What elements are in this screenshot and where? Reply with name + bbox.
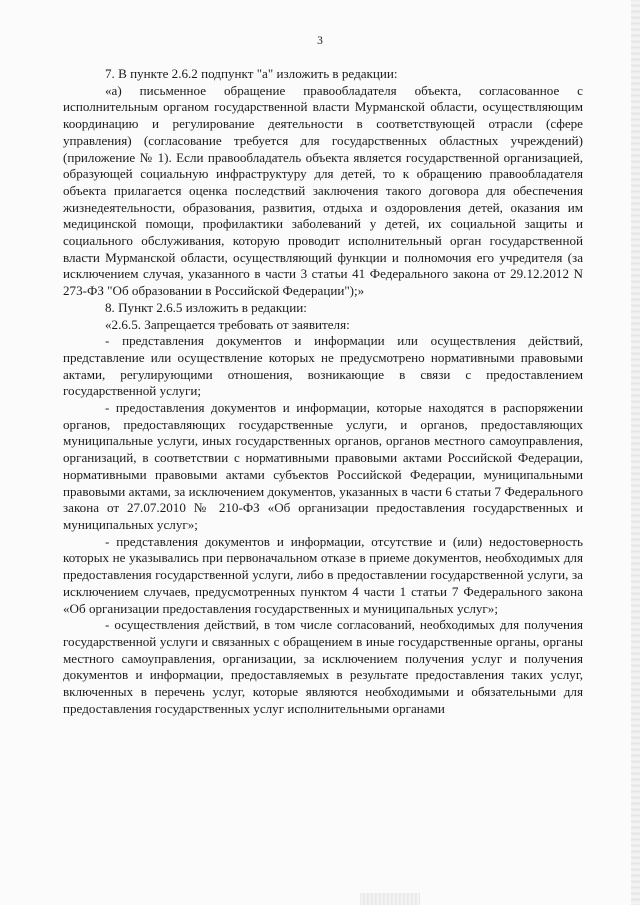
paragraph-subitem-a: «а) письменное обращение правообладателя объекта, согласованное с исполнительным органом государственной власти Мурманской области, осуществляющим координацию и регулирование деятельности в соответствующей отрасли (сфере управления) (согласование требуется для государственных областных учреждений) (приложение № 1). Если правообладатель объекта является государственной организацией, образующей социальную инфраструктуру для детей, то к обращению правообладателя объекта прилагается оценка последствий заключения такого договора для обеспечения жизнедеятельности, образования, развития, отдыха и оздоровления детей, оказания им медицинской помощи, профилактики заболеваний у детей, их социальной защиты и социального обслуживания, которую проводит исполнительный орган государственной власти Мурманской области, осуществляющий функции и полномочия его учредителя (за исключением случая, указанного в части 3 статьи 41 Федерального закона от 29.12.2012 N 273-ФЗ "Об образовании в Российской Федерации");» [63, 82, 583, 299]
paragraph-list-item-4: - осуществления действий, в том числе согласований, необходимых для получения государственной услуги и связанных с обращением в иные государственные органы, органы местного самоуправления, организации, за исключением получения услуг и получения документов и информации, предоставляемых в результате предоставления таких услуг, включенных в перечень услуг, которые являются необходимыми и обязательными для предоставления государственных услуг исполнительными органами [63, 617, 583, 716]
scan-edge-bottom [360, 893, 420, 905]
paragraph-list-item-3: - представления документов и информации, отсутствие и (или) недостоверность которых не указывались при первоначальном отказе в приеме документов, необходимых для предоставления государственной услуги, либо в предоставлении государственной услуги, за исключением случаев, предусмотренных пунктом 4 части 1 статьи 7 Федерального закона «Об организации предоставления государственных и муниципальных услуг»; [63, 533, 583, 616]
scan-edge-right [631, 0, 640, 905]
paragraph-2-6-5-heading: «2.6.5. Запрещается требовать от заявителя: [105, 316, 350, 332]
page-number: 3 [317, 35, 323, 47]
paragraph-list-item-1: - представления документов и информации или осуществления действий, представление или осуществление которых не предусмотрено нормативными правовыми актами, регулирующими отношения, возникающие в связи с предоставлением государственной услуги; [63, 333, 583, 399]
paragraph-item-7: 7. В пункте 2.6.2 подпункт "а" изложить в редакции: [105, 66, 398, 81]
paragraph-item-8: 8. Пункт 2.6.5 изложить в редакции: [105, 299, 307, 315]
document-body [63, 66, 583, 717]
paragraph-list-item-2: - предоставления документов и информации, которые находятся в распоряжении органов, предоставляющих государственные услуги, и органов, предоставляющих муниципальные услуги, иных государственных органов, органов местного самоуправления, организаций, в соответствии с нормативными правовыми актами Российской Федерации, нормативными правовыми актами субъектов Российской Федерации, муниципальными правовыми актами, за исключением документов, указанных в части 6 статьи 7 Федерального закона от 27.07.2010 № 210-ФЗ «Об организации предоставления государственных и муниципальных услуг»; [63, 400, 583, 532]
